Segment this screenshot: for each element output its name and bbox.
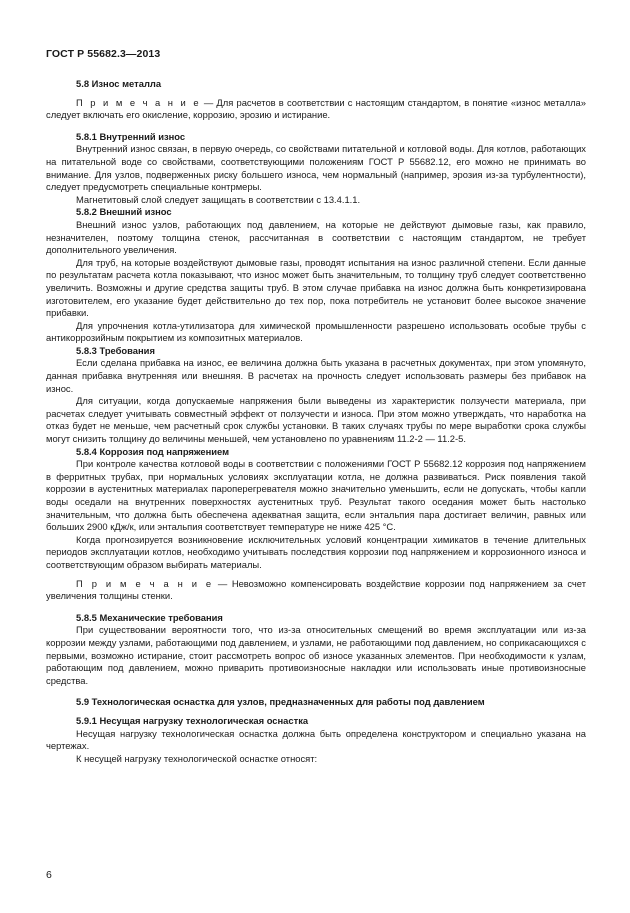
section-heading: 5.8.1 Внутренний износ [76, 130, 186, 142]
paragraph: Для ситуации, когда допускаемые напряжения были выведены из характеристик ползучести материала, при расчетах следует учитывать совместный эффект от ползучести и износа. При этом можно утверждать, что наработка на отказ будет не меньше, чем расчетный срок службы установки. В таких случаях трубы по мере выработки срока службы могут снизить толщину до величины меньшей, чем установлено по уравнениям 11.2-2 — 11.2-5. [46, 395, 586, 445]
note-text: — Для расчетов в соответствии с настоящим стандартом, в понятие «износ металла» следует включать его окисление, коррозию, эрозию и истирание. [46, 96, 586, 121]
paragraph: Когда прогнозируется возникновение исключительных условий концентрации химикатов в течение длительных периодов эксплуатации котлов, необходимо учитывать последствия коррозии под напряжением и коррозионного износа и соответствующим образом выбирать материалы. [46, 533, 586, 570]
note-label: П р и м е ч а н и е [76, 577, 214, 589]
section-heading: 5.8 Износ металла [76, 78, 162, 89]
paragraph: Несущая нагрузку технологическая оснастка должна быть определена конструктором и специально указана на чертежах. [46, 727, 586, 752]
section-heading: 5.8.5 Механические требования [76, 611, 223, 623]
paragraph: Внутренний износ связан, в первую очередь, со свойствами питательной и котловой воды. Для котлов, работающих на питательной воде со свойствами, соответствующими положениям ГОСТ Р 55682.12, его можно не принимать во внимание. Для узлов, подверженных риску большего износа, чем нормальный (например, эрозия из-за турбулентности), следует предусмотреть специальные контрмеры. [46, 143, 586, 193]
page-number: 6 [46, 869, 52, 881]
paragraph: При существовании вероятности того, что из-за относительных смещений во время эксплуатации или из-за коррозии между узлами, работающими под давлением, и узлами, не работающими под давлением, но соприкасающихся с первыми, возможно истирание, стоит рассмотреть вопрос об износе указанных элементов. При необходимости к узлам, работающим под давлением, можно приварить противоизносные накладки или использовать иные противоизносные средства. [46, 624, 586, 686]
paragraph: Если сделана прибавка на износ, ее величина должна быть указана в расчетных документах, при этом упомянуто, данная прибавка внутренняя или внешняя. В расчетах на прочность следует использовать размеры без прибавок на износ. [46, 357, 586, 394]
section-heading: 5.8.2 Внешний износ [76, 206, 172, 218]
paragraph: Магнетитовый слой следует защищать в соответствии с 13.4.1.1. [76, 193, 361, 205]
section-heading: 5.9.1 Несущая нагрузку технологическая оснастка [76, 714, 309, 726]
paragraph: При контроле качества котловой воды в соответствии с положениями ГОСТ Р 55682.12 коррозия под напряжением в ферритных трубах, при нормальных условиях эксплуатации котла, не должна развиваться. Риск появления такой коррозии в аустенитных материалах пароперегревателя можно значительно уменьшить, если не допускать, чтобы капли воды оседали на внутренних поверхностях аустенитных труб. Результат такого оседания может быть настолько значительным, что должна быть обеспечена адекватная защита, если энтальпия пара достигает величин, равных или больших 2900 кДж/к, или энтальпия соответствует температуре не ниже 425 °C. [46, 458, 586, 533]
document-header: ГОСТ Р 55682.3—2013 [46, 48, 161, 60]
note-paragraph [46, 97, 586, 122]
paragraph: Для труб, на которые воздействуют дымовые газы, проводят испытания на износ различной степени. Если данные по результатам расчета котла показывают, что износ может быть значительным, то толщину труб следует соответственно увеличить. Возможны и другие средства защиты труб. В этом случае прибавка на износ должна быть конкретизирована изготовителем, его указание будет действительно до тех пор, пока потребитель не установит более высокое значение прибавки. [46, 256, 586, 319]
document-body [46, 78, 586, 765]
note-paragraph [46, 578, 586, 603]
section-heading: 5.8.4 Коррозия под напряжением [76, 445, 230, 457]
paragraph: Для упрочнения котла-утилизатора для химической промышленности разрешено использовать особые трубы с антикоррозийным покрытием из композитных материалов. [46, 319, 586, 344]
section-heading: 5.9 Технологическая оснастка для узлов, предназначенных для работы под давлением [76, 696, 485, 708]
note-label: П р и м е ч а н и е [76, 96, 201, 108]
section-heading: 5.8.3 Требования [76, 344, 155, 356]
paragraph: К несущей нагрузку технологической оснастке относят: [76, 752, 318, 764]
note-text: — Невозможно компенсировать воздействие коррозии под напряжением за счет увеличения толщины стенки. [46, 577, 586, 602]
paragraph: Внешний износ узлов, работающих под давлением, на которые не действуют дымовые газы, как правило, незначителен, поэтому толщина стенок, рассчитанная в соответствии с настоящим стандартом, не требует дополнительного увеличения. [46, 218, 586, 256]
